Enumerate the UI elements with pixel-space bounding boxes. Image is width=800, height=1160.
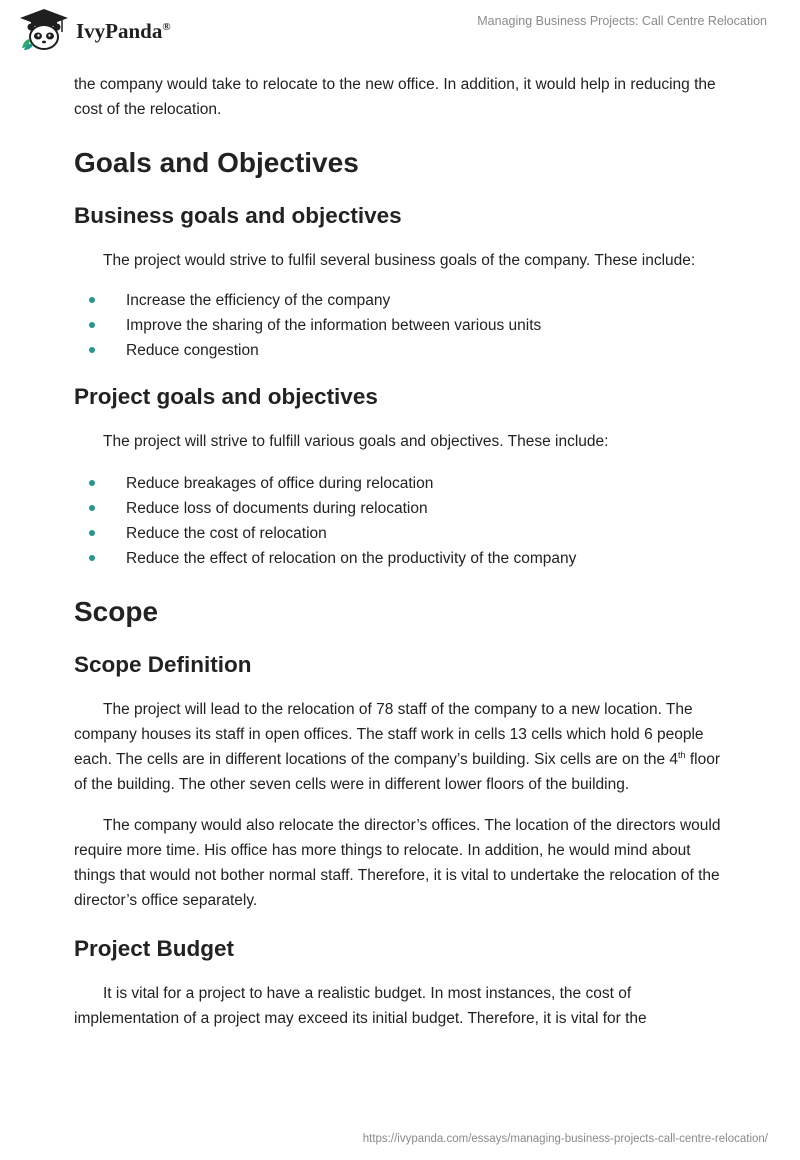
business-goals-heading: Business goals and objectives [74, 203, 402, 228]
bullet-icon [89, 347, 95, 353]
project-goals-intro: The project will strive to fulfill various goals and objectives. These include: [103, 433, 609, 450]
list-item: Reduce congestion [74, 338, 726, 363]
brand-logo[interactable] [16, 8, 171, 52]
scope-definition-heading: Scope Definition [74, 652, 252, 677]
business-goals-list [74, 288, 726, 363]
bullet-icon [89, 297, 95, 303]
bullet-icon [89, 530, 95, 536]
scope-definition-paragraph-1: The project will lead to the relocation of 78 staff of the company to a new location. The company houses its staff in open offices. The staff work in cells 13 cells which hold 6 people each. The cells are in different locations of the company’s building. Six cells are on the 4th floor of the building. The other seven cells were in different lower floors of the building. [74, 701, 720, 793]
bullet-icon [89, 555, 95, 561]
brand-name: IvyPanda® [76, 18, 171, 43]
business-goals-intro: The project would strive to fulfil several business goals of the company. These include: [103, 252, 696, 269]
project-goals-list [74, 471, 726, 571]
scope-definition-paragraph-2: The company would also relocate the director’s offices. The location of the directors would require more time. His office has more things to relocate. In addition, he would mind about things that would not bother normal staff. Therefore, it is vital to undertake the relocation of the director’s office separately. [74, 817, 721, 909]
source-url[interactable]: https://ivypanda.com/essays/managing-business-projects-call-centre-relocation/ [362, 1133, 768, 1145]
bullet-icon [89, 322, 95, 328]
list-item: Reduce breakages of office during relocation [74, 471, 726, 496]
goals-heading: Goals and Objectives [74, 147, 359, 178]
page-header [0, 0, 800, 66]
document-title: Managing Business Projects: Call Centre Relocation [477, 14, 767, 28]
article-body [74, 72, 726, 1031]
list-item: Improve the sharing of the information between various units [74, 313, 726, 338]
list-item: Increase the efficiency of the company [74, 288, 726, 313]
bullet-icon [89, 480, 95, 486]
list-item: Reduce the cost of relocation [74, 521, 726, 546]
project-goals-heading: Project goals and objectives [74, 384, 378, 409]
project-budget-paragraph: It is vital for a project to have a realistic budget. In most instances, the cost of implementation of a project may exceed its initial budget. Therefore, it is vital for the [74, 985, 647, 1027]
scope-heading: Scope [74, 596, 159, 627]
list-item: Reduce the effect of relocation on the productivity of the company [74, 546, 726, 571]
list-item: Reduce loss of documents during relocation [74, 496, 726, 521]
bullet-icon [89, 505, 95, 511]
project-budget-heading: Project Budget [74, 936, 235, 961]
panda-graduate-icon [16, 8, 72, 52]
intro-paragraph: the company would take to relocate to the new office. In addition, it would help in reducing the cost of the relocation. [74, 76, 716, 118]
